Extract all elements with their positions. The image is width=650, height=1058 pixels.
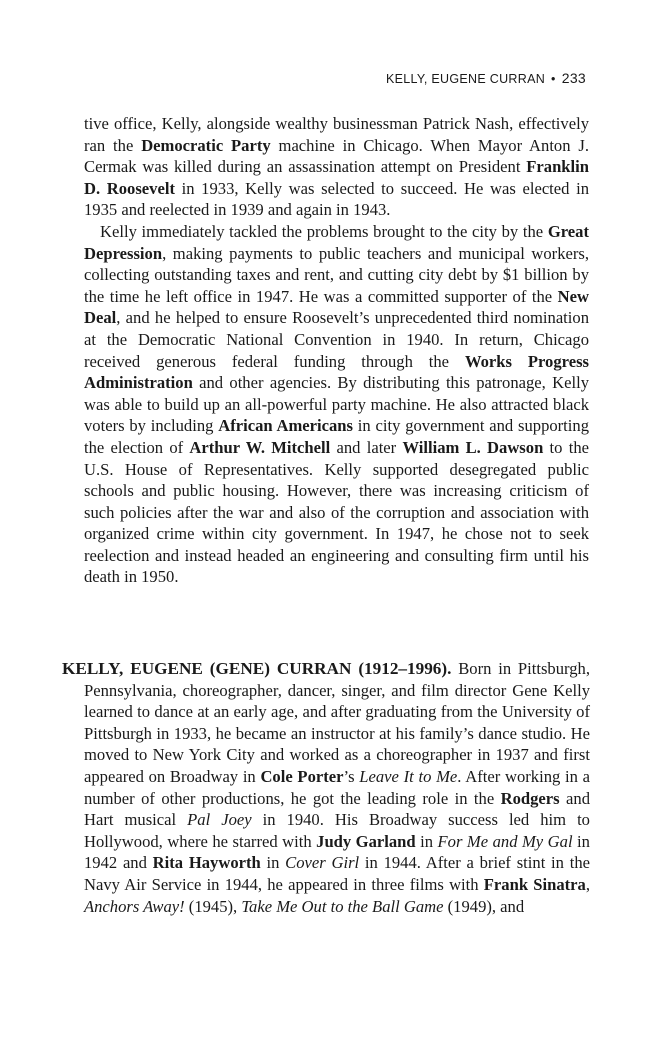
xref-democratic-party: Democratic Party: [141, 135, 271, 155]
paragraph-1: tive office, Kelly, alongside wealthy businessman Patrick Nash, effectively ran the Democratic Party machine in Chicago. When Mayor Anton J. Cermak was killed during an assassination attempt on President Franklin D. Roosevelt in 1933, Kelly was selected to succeed. He was elected in 1935 and reelected in 1939 and again in 1943.: [84, 114, 590, 220]
xref-arthur-w-mitchell: Arthur W. Mitchell: [189, 437, 331, 457]
title-for-me-and-my-gal: For Me and My Gal: [437, 831, 573, 851]
entry-kelly-eugene: [62, 658, 590, 917]
title-take-me-out-to-the-ball-game: Take Me Out to the Ball Game: [241, 896, 444, 916]
xref-new-deal: New Deal: [84, 286, 589, 328]
running-head: [386, 70, 586, 86]
page-number: 233: [561, 70, 586, 86]
title-cover-girl: Cover Girl: [285, 853, 360, 873]
xref-african-americans: African Americans: [218, 416, 353, 436]
title-anchors-away: Anchors Away!: [84, 896, 185, 916]
paragraph-2: Kelly immediately tackled the problems brought to the city by the Great Depression, making payments to public teachers and municipal workers, collecting outstanding taxes and rent, and cutting city debt by $1 billion by the time he left office in 1947. He was a committed supporter of the New Deal, and he helped to ensure Roosevelt’s unprecedented third nomination at the Democratic National Convention in 1940. In return, Chicago received generous federal funding through the Works Progress Administration and other agencies. By distributing this patronage, Kelly was able to build up an all-powerful party machine. He also attracted black voters by including African Americans in city government and supporting the election of Arthur W. Mitchell and later William L. Dawson to the U.S. House of Representatives. Kelly supported desegregated public schools and public housing. However, there was increasing criticism of such policies after the war and also of the corruption and association with organized crime within city government. In 1947, he chose not to seek reelection and instead headed an engineering and consulting firm until his death in 1950.: [84, 221, 589, 587]
bullet-separator: •: [551, 72, 556, 86]
entry-paragraph: KELLY, EUGENE (GENE) CURRAN (1912–1996). Born in Pittsburgh, Pennsylvania, choreographer, dancer, singer, and film director Gene Kelly learned to dance at an early age, and after graduating from the University of Pittsburgh in 1933, he became an instructor at his family’s dance studio. He moved to New York City and worked as a choreographer in 1937 and first appeared on Broadway in Cole Porter’s Leave It to Me. After working in a number of other productions, he got the leading role in the Rodgers and Hart musical Pal Joey in 1940. His Broadway success led him to Hollywood, where he starred with Judy Garland in For Me and My Gal in 1942 and Rita Hayworth in Cover Girl in 1944. After a brief stint in the Navy Air Service in 1944, he appeared in three films with Frank Sinatra, Anchors Away! (1945), Take Me Out to the Ball Game (1949), and: [62, 659, 590, 916]
title-leave-it-to-me: Leave It to Me: [359, 766, 458, 786]
xref-rita-hayworth: Rita Hayworth: [152, 853, 261, 873]
xref-works-progress-administration: Works Progress Administration: [84, 351, 589, 393]
xref-great-depression: Great Depression: [84, 221, 589, 263]
xref-rodgers: Rodgers: [500, 788, 560, 808]
xref-franklin-d-roosevelt: Franklin D. Roosevelt: [84, 157, 589, 198]
running-title: KELLY, EUGENE CURRAN: [385, 72, 546, 86]
entry-headword: KELLY, EUGENE (GENE) CURRAN (1912–1996).: [62, 659, 452, 678]
xref-cole-porter: Cole Porter: [260, 766, 344, 786]
title-pal-joey: Pal Joey: [187, 810, 252, 830]
xref-judy-garland: Judy Garland: [316, 831, 416, 851]
continued-entry: [84, 113, 589, 588]
xref-william-l-dawson: William L. Dawson: [402, 437, 544, 457]
xref-frank-sinatra: Frank Sinatra: [483, 874, 586, 894]
